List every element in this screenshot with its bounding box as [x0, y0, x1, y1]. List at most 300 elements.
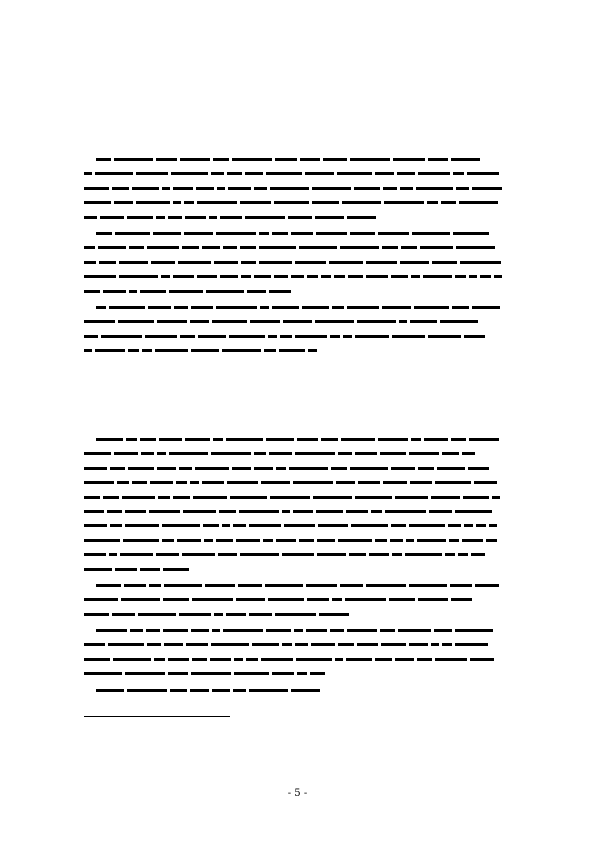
text-line	[84, 490, 514, 504]
word-placeholder	[226, 438, 263, 441]
word-placeholder	[420, 246, 453, 249]
word-placeholder	[321, 275, 331, 278]
word-placeholder	[321, 438, 338, 441]
word-placeholder	[127, 689, 167, 692]
text-line	[84, 284, 514, 298]
word-placeholder	[315, 216, 344, 219]
text-line	[84, 461, 514, 475]
word-placeholder	[216, 232, 256, 235]
word-placeholder	[295, 335, 327, 338]
word-placeholder	[210, 658, 231, 661]
word-placeholder	[168, 216, 182, 219]
word-placeholder	[295, 261, 326, 264]
word-placeholder	[212, 689, 230, 692]
word-placeholder	[96, 158, 111, 161]
word-placeholder	[296, 658, 332, 661]
word-placeholder	[411, 438, 421, 441]
text-line	[84, 475, 514, 489]
word-placeholder	[480, 275, 491, 278]
word-placeholder	[476, 524, 486, 527]
word-placeholder	[84, 261, 96, 264]
word-placeholder	[202, 481, 224, 484]
word-placeholder	[216, 306, 257, 309]
word-placeholder	[423, 275, 452, 278]
word-placeholder	[209, 216, 217, 219]
word-placeholder	[184, 201, 194, 204]
word-placeholder	[442, 643, 452, 646]
word-placeholder	[170, 689, 187, 692]
word-placeholder	[410, 481, 432, 484]
word-placeholder	[311, 643, 335, 646]
word-placeholder	[125, 510, 146, 513]
word-placeholder	[108, 643, 144, 646]
word-placeholder	[213, 158, 229, 161]
word-placeholder	[393, 158, 425, 161]
word-placeholder	[114, 201, 133, 204]
word-placeholder	[238, 584, 262, 587]
word-placeholder	[148, 306, 171, 309]
word-placeholder	[140, 438, 156, 441]
word-placeholder	[96, 438, 123, 441]
word-placeholder	[132, 187, 159, 190]
word-placeholder	[100, 216, 124, 219]
word-placeholder	[157, 320, 187, 323]
word-placeholder	[455, 510, 492, 513]
word-placeholder	[318, 524, 348, 527]
word-placeholder	[193, 496, 227, 499]
word-placeholder	[203, 524, 219, 527]
word-placeholder	[448, 524, 461, 527]
word-placeholder	[222, 349, 261, 352]
word-placeholder	[263, 539, 273, 542]
word-placeholder	[418, 172, 450, 175]
word-placeholder	[336, 481, 355, 484]
word-placeholder	[146, 629, 160, 632]
word-placeholder	[350, 158, 390, 161]
word-placeholder	[464, 335, 485, 338]
footnote-separator	[84, 716, 230, 717]
word-placeholder	[114, 158, 153, 161]
word-placeholder	[145, 335, 177, 338]
word-placeholder	[147, 246, 179, 249]
word-placeholder	[440, 320, 478, 323]
word-placeholder	[254, 452, 266, 455]
word-placeholder	[389, 598, 415, 601]
word-placeholder	[84, 658, 110, 661]
word-placeholder	[395, 658, 414, 661]
word-placeholder	[369, 553, 389, 556]
word-placeholder	[232, 158, 272, 161]
word-placeholder	[395, 496, 428, 499]
text-line	[84, 210, 514, 224]
word-placeholder	[247, 290, 266, 293]
word-placeholder	[125, 524, 159, 527]
word-placeholder	[174, 306, 188, 309]
word-placeholder	[84, 672, 122, 675]
word-placeholder	[182, 246, 199, 249]
word-placeholder	[391, 467, 415, 470]
word-placeholder	[84, 467, 107, 470]
word-placeholder	[357, 320, 396, 323]
word-placeholder	[164, 643, 183, 646]
word-placeholder	[418, 598, 448, 601]
word-placeholder	[269, 290, 291, 293]
word-placeholder	[428, 158, 448, 161]
word-placeholder	[400, 261, 429, 264]
word-placeholder	[241, 275, 251, 278]
word-placeholder	[204, 539, 213, 542]
word-placeholder	[306, 629, 327, 632]
word-placeholder	[346, 510, 368, 513]
word-placeholder	[156, 158, 177, 161]
word-placeholder	[147, 643, 161, 646]
word-placeholder	[192, 598, 233, 601]
word-placeholder	[398, 629, 431, 632]
word-placeholder	[414, 306, 449, 309]
word-placeholder	[274, 275, 288, 278]
word-placeholder	[294, 629, 303, 632]
text-line	[84, 607, 514, 621]
word-placeholder	[469, 438, 499, 441]
word-placeholder	[460, 261, 501, 264]
word-placeholder	[375, 539, 387, 542]
word-placeholder	[226, 613, 246, 616]
word-placeholder	[275, 613, 316, 616]
word-placeholder	[366, 584, 406, 587]
word-placeholder	[380, 452, 406, 455]
word-placeholder	[470, 658, 494, 661]
word-placeholder	[266, 629, 291, 632]
word-placeholder	[185, 438, 210, 441]
word-placeholder	[151, 261, 175, 264]
word-placeholder	[451, 158, 480, 161]
word-placeholder	[96, 689, 124, 692]
word-placeholder	[128, 349, 139, 352]
word-placeholder	[121, 598, 160, 601]
text-line	[84, 255, 514, 269]
word-placeholder	[308, 349, 317, 352]
word-placeholder	[171, 172, 208, 175]
word-placeholder	[84, 275, 116, 278]
text-line	[84, 195, 514, 209]
word-placeholder	[132, 481, 147, 484]
word-placeholder	[399, 320, 407, 323]
word-placeholder	[428, 335, 461, 338]
word-placeholder	[310, 672, 325, 675]
word-placeholder	[265, 584, 303, 587]
word-placeholder	[125, 672, 165, 675]
word-placeholder	[107, 510, 122, 513]
word-placeholder	[84, 187, 109, 190]
word-placeholder	[445, 553, 455, 556]
word-placeholder	[246, 658, 258, 661]
word-placeholder	[249, 689, 288, 692]
word-placeholder	[180, 335, 195, 338]
word-placeholder	[84, 172, 92, 175]
word-placeholder	[418, 467, 434, 470]
word-placeholder	[191, 306, 213, 309]
word-placeholder	[467, 172, 499, 175]
word-placeholder	[112, 187, 129, 190]
word-placeholder	[122, 496, 155, 499]
word-placeholder	[163, 568, 189, 571]
word-placeholder	[180, 158, 210, 161]
word-placeholder	[159, 438, 182, 441]
word-placeholder	[317, 539, 335, 542]
word-placeholder	[202, 246, 220, 249]
word-placeholder	[233, 524, 246, 527]
word-placeholder	[84, 643, 105, 646]
word-placeholder	[452, 306, 469, 309]
word-placeholder	[381, 643, 406, 646]
word-placeholder	[95, 349, 125, 352]
word-placeholder	[345, 598, 386, 601]
word-placeholder	[123, 539, 159, 542]
word-placeholder	[84, 320, 115, 323]
word-placeholder	[392, 553, 402, 556]
word-placeholder	[113, 658, 151, 661]
word-placeholder	[391, 275, 408, 278]
word-placeholder	[183, 510, 216, 513]
word-placeholder	[270, 187, 309, 190]
word-placeholder	[331, 467, 347, 470]
word-placeholder	[259, 261, 292, 264]
word-placeholder	[405, 553, 442, 556]
word-placeholder	[274, 201, 309, 204]
word-placeholder	[136, 201, 170, 204]
word-placeholder	[206, 290, 244, 293]
word-placeholder	[437, 467, 465, 470]
word-placeholder	[119, 261, 148, 264]
word-placeholder	[217, 187, 225, 190]
word-placeholder	[176, 481, 187, 484]
word-placeholder	[254, 187, 267, 190]
word-placeholder	[283, 320, 312, 323]
word-placeholder	[84, 201, 111, 204]
word-placeholder	[112, 613, 135, 616]
word-placeholder	[84, 246, 95, 249]
word-placeholder	[424, 438, 448, 441]
word-placeholder	[240, 246, 256, 249]
word-placeholder	[196, 187, 214, 190]
word-placeholder	[316, 232, 347, 235]
word-placeholder	[411, 275, 420, 278]
word-placeholder	[275, 158, 297, 161]
word-placeholder	[272, 232, 288, 235]
word-placeholder	[347, 629, 377, 632]
word-placeholder	[348, 275, 363, 278]
word-placeholder	[240, 201, 271, 204]
word-placeholder	[140, 290, 166, 293]
word-placeholder	[177, 539, 201, 542]
word-placeholder	[156, 553, 179, 556]
word-placeholder	[307, 598, 329, 601]
word-placeholder	[354, 187, 380, 190]
word-placeholder	[95, 172, 133, 175]
word-placeholder	[168, 658, 189, 661]
word-placeholder	[295, 452, 335, 455]
word-placeholder	[323, 158, 347, 161]
word-placeholder	[178, 261, 211, 264]
word-placeholder	[236, 539, 260, 542]
word-placeholder	[378, 438, 408, 441]
word-placeholder	[220, 275, 238, 278]
word-placeholder	[462, 539, 483, 542]
word-placeholder	[299, 246, 337, 249]
word-placeholder	[346, 658, 372, 661]
word-placeholder	[129, 290, 137, 293]
word-placeholder	[213, 438, 223, 441]
word-placeholder	[173, 201, 181, 204]
word-placeholder	[383, 187, 397, 190]
word-placeholder	[378, 232, 409, 235]
word-placeholder	[214, 613, 223, 616]
word-placeholder	[382, 246, 398, 249]
word-placeholder	[190, 481, 199, 484]
word-placeholder	[494, 275, 502, 278]
word-placeholder	[434, 629, 452, 632]
word-placeholder	[330, 629, 344, 632]
word-placeholder	[335, 658, 343, 661]
text-line	[84, 329, 514, 343]
word-placeholder	[234, 672, 269, 675]
word-placeholder	[472, 187, 502, 190]
word-placeholder	[98, 246, 126, 249]
word-placeholder	[340, 246, 379, 249]
word-placeholder	[186, 643, 208, 646]
word-placeholder	[400, 187, 413, 190]
text-line	[84, 504, 514, 518]
word-placeholder	[163, 629, 188, 632]
word-placeholder	[450, 584, 472, 587]
word-placeholder	[103, 290, 126, 293]
word-placeholder	[191, 349, 219, 352]
word-placeholder	[282, 553, 314, 556]
word-placeholder	[232, 467, 251, 470]
word-placeholder	[486, 539, 497, 542]
word-placeholder	[330, 335, 340, 338]
word-placeholder	[241, 261, 256, 264]
word-placeholder	[343, 335, 352, 338]
word-placeholder	[291, 275, 304, 278]
word-placeholder	[302, 306, 329, 309]
word-placeholder	[453, 232, 489, 235]
text-line	[84, 562, 514, 576]
word-placeholder	[218, 553, 237, 556]
text-line	[84, 314, 514, 328]
word-placeholder	[212, 629, 220, 632]
word-placeholder	[293, 510, 313, 513]
text-line	[84, 518, 514, 532]
word-placeholder	[380, 629, 395, 632]
word-placeholder	[250, 320, 280, 323]
word-placeholder	[391, 524, 406, 527]
word-placeholder	[141, 452, 154, 455]
word-placeholder	[168, 672, 188, 675]
word-placeholder	[211, 172, 224, 175]
word-placeholder	[276, 467, 286, 470]
word-placeholder	[350, 232, 375, 235]
word-placeholder	[397, 172, 415, 175]
word-placeholder	[150, 481, 173, 484]
text-line	[84, 446, 514, 460]
text-line	[84, 240, 514, 254]
text-line	[84, 637, 514, 651]
word-placeholder	[163, 598, 189, 601]
word-placeholder	[219, 510, 236, 513]
word-placeholder	[270, 496, 310, 499]
word-placeholder	[252, 643, 279, 646]
word-placeholder	[464, 524, 473, 527]
word-placeholder	[197, 201, 237, 204]
word-placeholder	[84, 335, 98, 338]
word-placeholder	[474, 481, 497, 484]
word-placeholder	[462, 452, 475, 455]
word-placeholder	[475, 584, 499, 587]
word-placeholder	[272, 306, 299, 309]
word-placeholder	[155, 349, 188, 352]
word-placeholder	[228, 187, 251, 190]
word-placeholder	[317, 553, 346, 556]
word-placeholder	[136, 172, 168, 175]
word-placeholder	[179, 467, 192, 470]
word-placeholder	[382, 306, 411, 309]
word-placeholder	[409, 452, 439, 455]
word-placeholder	[455, 643, 488, 646]
word-placeholder	[349, 553, 366, 556]
word-placeholder	[249, 613, 272, 616]
word-placeholder	[179, 613, 211, 616]
word-placeholder	[300, 158, 320, 161]
word-placeholder	[261, 481, 290, 484]
word-placeholder	[472, 306, 500, 309]
word-placeholder	[357, 643, 378, 646]
word-placeholder	[157, 452, 166, 455]
word-placeholder	[164, 584, 202, 587]
word-placeholder	[338, 643, 354, 646]
text-line	[84, 578, 514, 592]
word-placeholder	[99, 261, 116, 264]
word-placeholder	[489, 524, 497, 527]
word-placeholder	[84, 452, 111, 455]
word-placeholder	[435, 481, 471, 484]
word-placeholder	[272, 672, 294, 675]
word-placeholder	[332, 306, 344, 309]
word-placeholder	[245, 172, 263, 175]
word-placeholder	[259, 232, 269, 235]
word-placeholder	[435, 658, 467, 661]
word-placeholder	[114, 452, 138, 455]
word-placeholder	[417, 658, 432, 661]
word-placeholder	[315, 320, 354, 323]
word-placeholder	[427, 201, 438, 204]
word-placeholder	[338, 539, 372, 542]
word-placeholder	[453, 172, 464, 175]
word-placeholder	[313, 496, 352, 499]
word-placeholder	[84, 510, 104, 513]
word-placeholder	[455, 275, 466, 278]
word-placeholder	[409, 643, 428, 646]
word-placeholder	[190, 689, 209, 692]
word-placeholder	[169, 452, 208, 455]
word-placeholder	[282, 643, 292, 646]
word-placeholder	[329, 261, 363, 264]
word-placeholder	[293, 481, 333, 484]
word-placeholder	[341, 438, 375, 441]
word-placeholder	[337, 172, 372, 175]
word-placeholder	[456, 246, 495, 249]
word-placeholder	[192, 658, 207, 661]
